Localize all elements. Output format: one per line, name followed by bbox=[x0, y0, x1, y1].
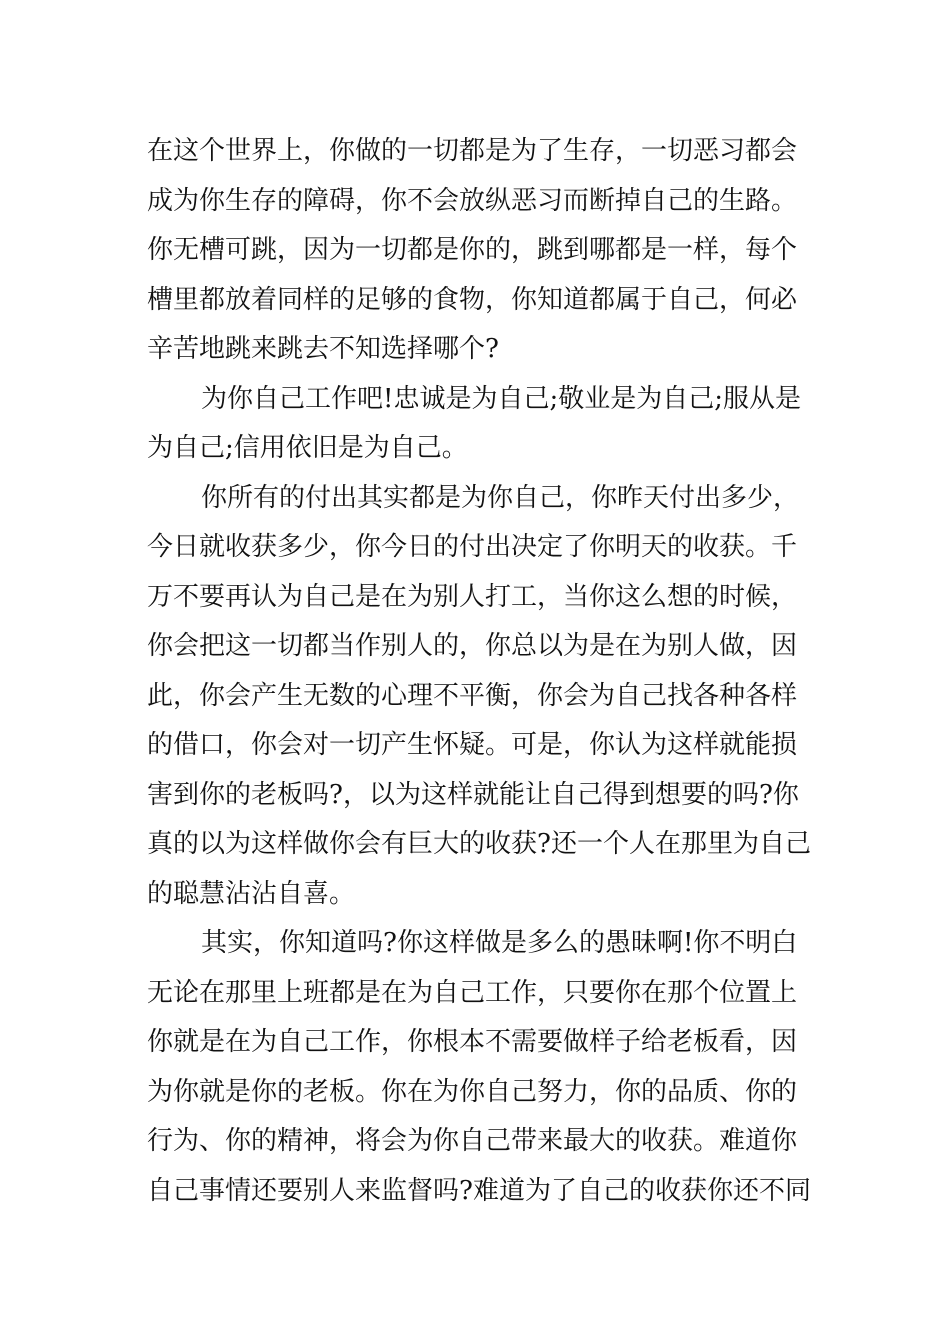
text-line: 行为、你的精神，将会为你自己带来最大的收获。难道你 bbox=[147, 1126, 798, 1156]
text-line: 真的以为这样做你会有巨大的收获?还一个人在那里为自己 bbox=[147, 829, 811, 859]
paragraph-4 bbox=[147, 919, 812, 1216]
text-line: 你无槽可跳，因为一切都是你的，跳到哪都是一样，每个 bbox=[147, 235, 798, 265]
text-line: 其实，你知道吗?你这样做是多么的愚昧啊!你不明白 bbox=[201, 928, 798, 958]
text-line: 槽里都放着同样的足够的食物，你知道都属于自己，何必 bbox=[147, 284, 798, 315]
text-line: 在这个世界上，你做的一切都是为了生存，一切恶习都会 bbox=[147, 136, 798, 166]
text-line: 无论在那里上班都是在为自己工作，只要你在那个位置上 bbox=[147, 977, 798, 1008]
text-line: 此，你会产生无数的心理不平衡，你会为自己找各种各样 bbox=[147, 680, 798, 711]
text-line: 为你自己工作吧!忠诚是为自己;敬业是为自己;服从是 bbox=[201, 383, 801, 414]
text-line: 辛苦地跳来跳去不知选择哪个? bbox=[147, 334, 499, 364]
text-line: 的借口，你会对一切产生怀疑。可是，你认为这样就能损 bbox=[147, 730, 798, 760]
paragraph-3 bbox=[147, 474, 812, 920]
body-text bbox=[147, 127, 812, 1216]
text-line: 为自己;信用依旧是为自己。 bbox=[147, 433, 468, 463]
text-line: 自己事情还要别人来监督吗?难道为了自己的收获你还不同 bbox=[147, 1175, 811, 1206]
text-line: 害到你的老板吗?，以为这样就能让自己得到想要的吗?你 bbox=[147, 779, 799, 810]
text-line: 的聪慧沾沾自喜。 bbox=[147, 878, 356, 909]
text-line: 你就是在为自己工作，你根本不需要做样子给老板看，因 bbox=[147, 1027, 798, 1057]
text-line: 成为你生存的障碍，你不会放纵恶习而断掉自己的生路。 bbox=[147, 185, 798, 216]
text-line: 为你就是你的老板。你在为你自己努力，你的品质、你的 bbox=[147, 1076, 798, 1107]
text-line: 你所有的付出其实都是为你自己，你昨天付出多少， bbox=[201, 482, 800, 513]
text-line: 今日就收获多少，你今日的付出决定了你明天的收获。千 bbox=[147, 532, 798, 562]
paragraph-1 bbox=[147, 127, 812, 375]
paragraph-2 bbox=[147, 375, 812, 474]
text-line: 万不要再认为自己是在为别人打工，当你这么想的时候， bbox=[147, 581, 798, 612]
text-line: 你会把这一切都当作别人的，你总以为是在为别人做，因 bbox=[147, 631, 798, 661]
